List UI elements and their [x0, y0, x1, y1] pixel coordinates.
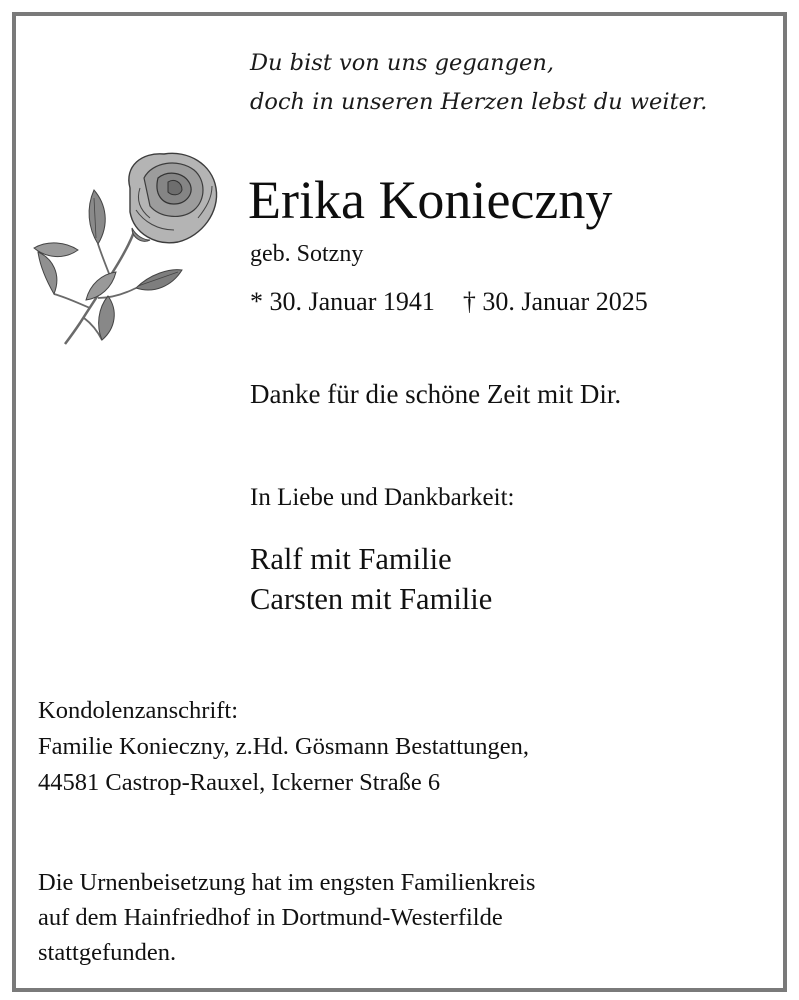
life-dates — [250, 285, 648, 319]
mourner-item: Carsten mit Familie — [250, 582, 493, 616]
verse-line-1: Du bist von uns gegangen, — [250, 50, 554, 76]
burial-line-1: Die Urnenbeisetzung hat im engsten Familienkreis — [38, 869, 536, 896]
mourners-list — [250, 539, 492, 619]
rose-icon — [32, 148, 222, 348]
mourner-item: Ralf mit Familie — [250, 542, 452, 576]
address-line-1: Familie Konieczny, z.Hd. Gösmann Bestattungen, — [38, 733, 530, 760]
deceased-name: Erika Konieczny — [248, 170, 613, 230]
death-date: † 30. Januar 2025 — [462, 287, 648, 316]
burial-line-3: stattgefunden. — [38, 939, 177, 966]
condolence-address — [38, 693, 529, 801]
memorial-verse — [250, 44, 707, 122]
address-line-2: 44581 Castrop-Rauxel, Ickerner Straße 6 — [38, 769, 441, 796]
burial-note — [38, 865, 535, 970]
thanks-line: Danke für die schöne Zeit mit Dir. — [250, 379, 622, 409]
verse-line-2: doch in unseren Herzen lebst du weiter. — [250, 89, 708, 115]
address-heading: Kondolenzanschrift: — [38, 697, 239, 724]
signoff-line: In Liebe und Dankbarkeit: — [250, 484, 515, 511]
burial-line-2: auf dem Hainfriedhof in Dortmund-Westerfilde — [38, 904, 503, 931]
birth-date: * 30. Januar 1941 — [250, 287, 435, 316]
maiden-name: geb. Sotzny — [250, 241, 364, 267]
